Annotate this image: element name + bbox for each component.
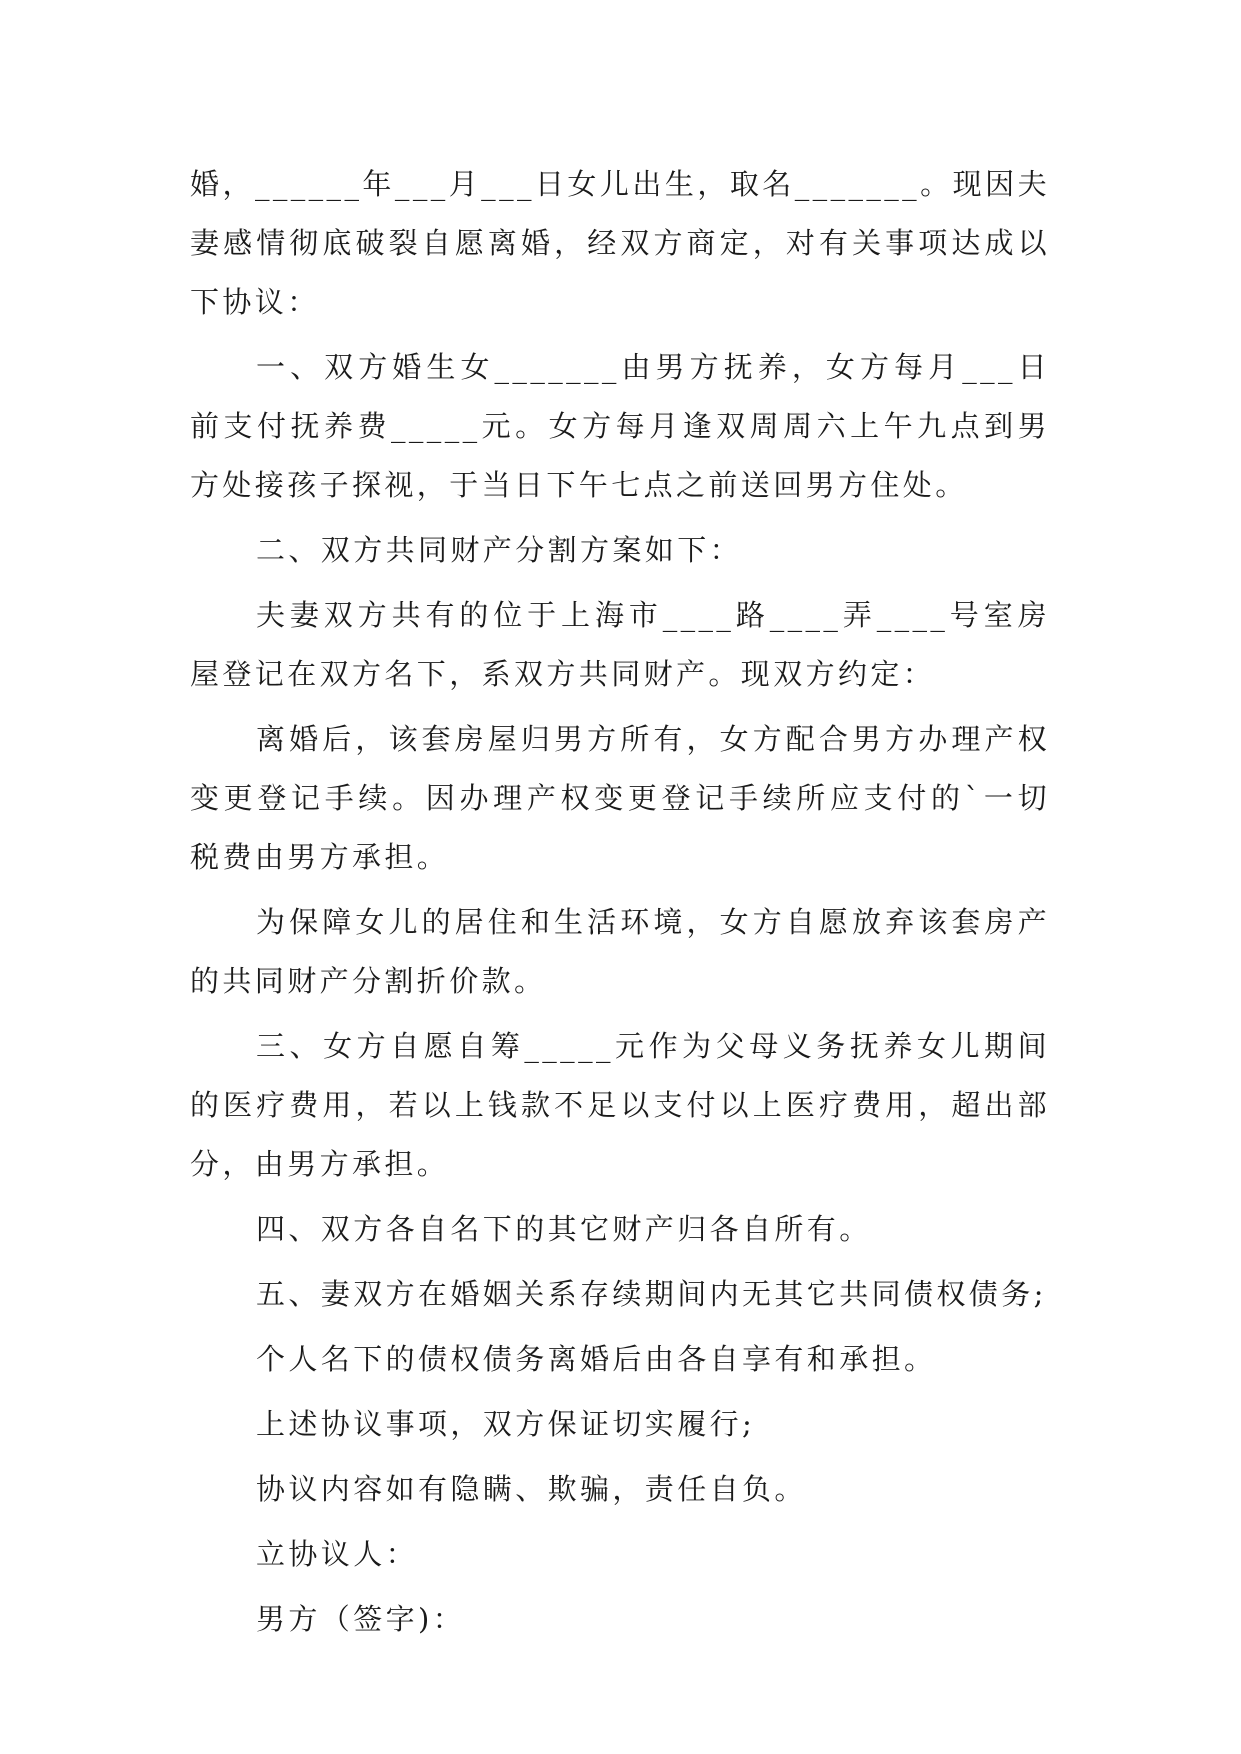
document-body (190, 155, 1050, 1655)
paragraph-clause-1-custody: 一、双方婚生女_______由男方抚养，女方每月___日前支付抚养费_____元。女方每月逢双周周六上午九点到男方处接孩子探视，于当日下午七点之前送回男方住处。 (190, 350, 1050, 502)
paragraph-clause-3-medical: 三、女方自愿自筹_____元作为父母义务抚养女儿期间的医疗费用，若以上钱款不足以支付以上医疗费用，超出部分，由男方承担。 (190, 1029, 1050, 1181)
paragraph-clause-4-other-property: 四、双方各自名下的其它财产归各自所有。 (256, 1212, 872, 1246)
paragraph-clause-5-debts: 五、妻双方在婚姻关系存续期间内无其它共同债权债务; (256, 1277, 1047, 1311)
paragraph-intro: 婚，______年___月___日女儿出生，取名_______。现因夫妻感情彻底破裂自愿离婚，经双方商定，对有关事项达成以下协议： (190, 167, 1050, 319)
paragraph-property-transfer: 离婚后，该套房屋归男方所有，女方配合男方办理产权变更登记手续。因办理产权变更登记手续所应支付的`一切税费由男方承担。 (190, 722, 1050, 874)
male-signature-label: 男方（签字)： (256, 1602, 466, 1636)
signatory-label: 立协议人： (256, 1537, 419, 1571)
paragraph-guarantee: 上述协议事项，双方保证切实履行; (256, 1407, 756, 1441)
paragraph-waiver: 为保障女儿的居住和生活环境，女方自愿放弃该套房产的共同财产分割折价款。 (190, 905, 1050, 998)
paragraph-personal-debts: 个人名下的债权债务离婚后由各自享有和承担。 (256, 1342, 937, 1376)
paragraph-clause-2-heading: 二、双方共同财产分割方案如下： (256, 533, 743, 567)
paragraph-property: 夫妻双方共有的位于上海市____路____弄____号室房屋登记在双方名下，系双方共同财产。现双方约定： (190, 598, 1050, 691)
paragraph-liability: 协议内容如有隐瞒、欺骗，责任自负。 (256, 1472, 807, 1506)
